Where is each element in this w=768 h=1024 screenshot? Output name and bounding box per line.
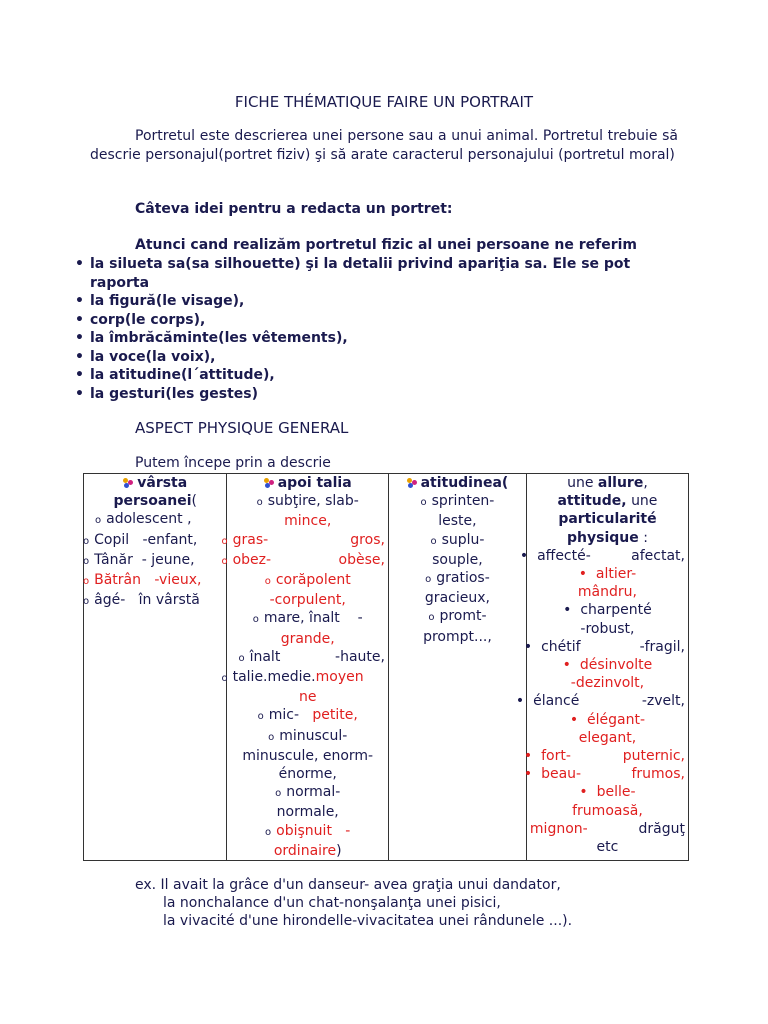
page-title: FICHE THÉMATIQUE FAIRE UN PORTRAIT	[234, 93, 534, 111]
column-attitude: atitudinea( o sprinten- leste, o suplu- souple, o gratios- gracieux, o promt- prompt...,	[388, 474, 526, 861]
vocabulary-table	[83, 473, 689, 861]
aspects-list	[72, 255, 682, 403]
example-line-2: la nonchalance d'un chat-nonşalanţa unei pisici,	[163, 895, 501, 911]
column-allure: une allure, attitude, une particularité physique : • affecté- afectat, • altier- mândru, • charpenté -robust, • chétif -fragil, • désinvolte -dezinvolt, • élancé -zvelt, • élégant- elegant, • fort- puternic, • beau- frumos, • belle- frumoasă, mignon- drăguţ etc	[526, 474, 688, 861]
flower-bullet-icon	[264, 478, 274, 488]
column-age: vârsta persoanei( o adolescent , o Copil -enfant, o Tânăr - jeune, o Bătrân -vieux, o âgé- în vârstă	[84, 474, 227, 861]
list-item: • la atitudine(l´attitude),	[72, 366, 682, 385]
flower-bullet-icon	[123, 478, 133, 488]
list-item: • la îmbrăcăminte(les vêtements),	[72, 329, 682, 348]
example-line-1: ex. Il avait la grâce d'un danseur- avea graţia unui dandator,	[135, 877, 561, 893]
list-item: • la voce(la voix),	[72, 348, 682, 367]
example-line-3: la vivacité d'une hirondelle-vivacitatea unei rândunele ...).	[163, 913, 573, 929]
physical-portrait-heading: Atunci cand realizăm portretul fizic al unei persoane ne referim	[135, 237, 637, 253]
ideas-heading: Câteva idei pentru a redacta un portret:	[135, 201, 453, 217]
flower-bullet-icon	[407, 478, 417, 488]
aspect-heading: ASPECT PHYSIQUE GENERAL	[135, 419, 349, 437]
list-item: • la gesturi(les gestes)	[72, 385, 682, 404]
list-item: • la silueta sa(sa silhouette) şi la detalii privind apariţia sa. Ele se pot raporta	[72, 255, 682, 292]
column-size: apoi talia o subţire, slab- mince, o gras- gros, o obez- obèse, o corăpolent -corpulent, o mare, înalt - grande, o înalt -haute, o talie.medie.moyen ne o mic- petite, o minuscul- minuscule, enorm- énorme, o normal- normale, o obişnuit - ordinaire)	[227, 474, 388, 861]
putem-text: Putem începe prin a descrie	[135, 455, 331, 471]
intro-paragraph: Portretul este descrierea unei persone sau a unui animal. Portretul trebuie să descrie personajul(portret fiziv) şi să arate caracterul personajului (portretul moral)	[90, 128, 678, 163]
list-item: • corp(le corps),	[72, 311, 682, 330]
list-item: • la figură(le visage),	[72, 292, 682, 311]
